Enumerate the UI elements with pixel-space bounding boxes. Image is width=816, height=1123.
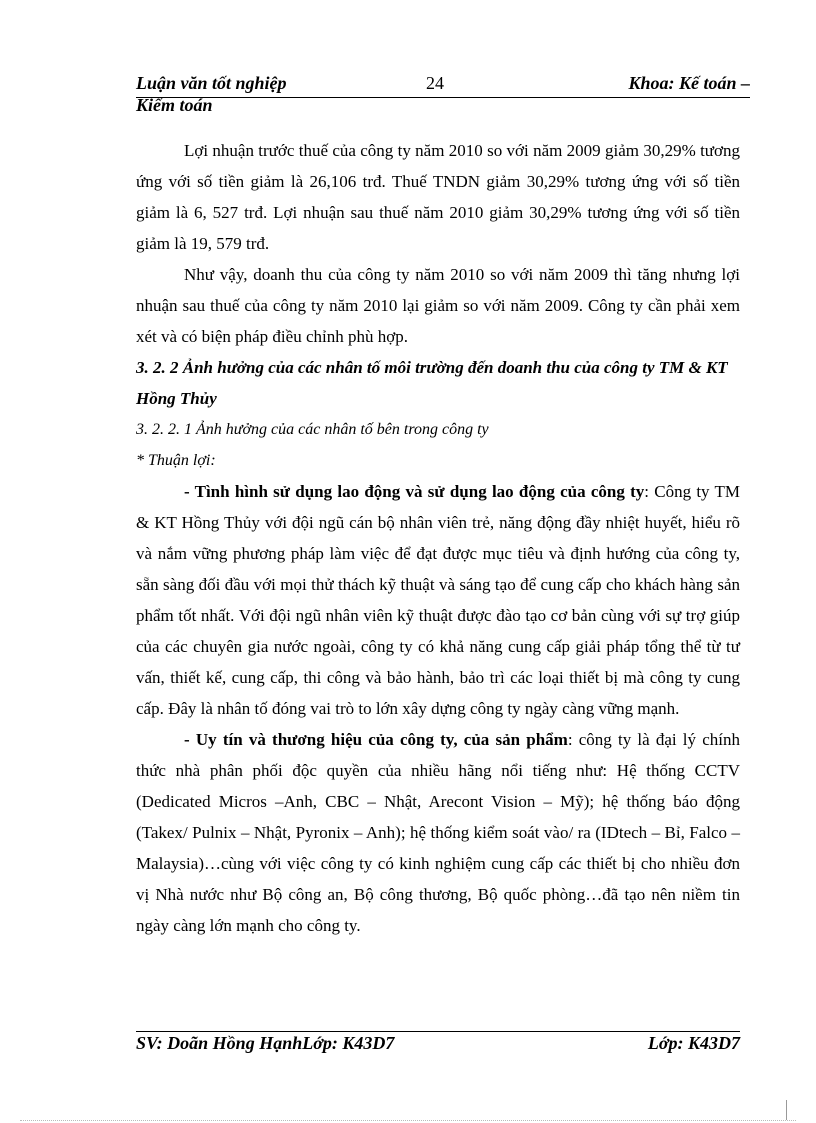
paragraph-profit-before-tax: Lợi nhuận trước thuế của công ty năm 2010 so với năm 2009 giảm 30,29% tương ứng với số tiền giảm là 26,106 trđ. Thuế TNDN giảm 30,29% tương ứng với số tiền giảm là 6, 527 trđ. Lợi nhuận sau thuế năm 2010 giảm 30,29% tương ứng với số tiền giảm là 19, 579 trđ. [136,141,740,253]
paragraph-revenue-summary: Như vậy, doanh thu của công ty năm 2010 so với năm 2009 thì tăng nhưng lợi nhuận sau thuế của công ty năm 2010 lại giảm so với năm 2009. Công ty cần phải xem xét và có biện pháp điều chỉnh phù hợp. [136,265,740,346]
subheading-advantages: * Thuận lợi: [136,452,216,469]
paragraph-labor-usage [136,476,740,724]
footer-class: Lớp: K43D7 [647,1033,740,1053]
section-heading-3-2-2-1: 3. 2. 2. 1 Ảnh hưởng của các nhân tố bên trong công ty [136,421,489,438]
header-rule [136,97,750,98]
page-footer [136,1033,740,1057]
page-corner-mark [786,1100,787,1120]
header-thesis-title: Luận văn tốt nghiệp [136,73,287,93]
paragraph-reputation-lead: - Uy tín và thương hiệu của công ty, của sản phẩm [184,730,568,749]
paragraph-reputation-text: : công ty là đại lý chính thức nhà phân phối độc quyền của nhiều hãng nổi tiếng như: Hệ thống CCTV (Dedicated Micros –Anh, CBC – Nhật, Arecont Vision – Mỹ); hệ thống báo động (Takex/ Pulnix – Nhật, Pyronix – Anh); hệ thống kiểm soát vào/ ra (IDtech – Bỉ, Falco – Malaysia)…cùng với việc công ty có kinh nghiệm cung cấp các thiết bị cho nhiều đơn vị Nhà nước như Bộ công an, Bộ công thương, Bộ quốc phòng…đã tạo nên niềm tin ngày càng lớn mạnh cho công ty. [136,730,740,935]
paragraph-labor-usage-lead: - Tình hình sử dụng lao động và sử dụng lao động của công ty [184,482,645,501]
header-faculty: Khoa: Kế toán – [628,73,750,93]
section-heading-3-2-2: 3. 2. 2 Ảnh hưởng của các nhân tố môi trường đến doanh thu của công ty TM & KT Hồng Thủy [136,358,728,408]
header-faculty-continued: Kiểm toán [136,95,213,115]
page-number: 24 [426,73,444,93]
paragraph-reputation-brand [136,724,740,941]
page-body [136,135,740,941]
page-header [136,73,750,97]
page-bottom-dotted-border [20,1120,796,1121]
paragraph-labor-usage-text: : Công ty TM & KT Hồng Thủy với đội ngũ cán bộ nhân viên trẻ, năng động đầy nhiệt huyết, hiểu rõ và nắm vững phương pháp làm việc để đạt được mục tiêu và định hướng của công ty, sẵn sàng đối đầu với mọi thử thách kỹ thuật và sáng tạo để cung cấp cho khách hàng sản phẩm tốt nhất. Với đội ngũ nhân viên kỹ thuật được đào tạo cơ bản cùng với sự trợ giúp của các chuyên gia nước ngoài, công ty có khả năng cung cấp giải pháp tổng thể từ tư vấn, thiết kế, cung cấp, thi công và bảo hành, bảo trì các loại thiết bị mà công ty cung cấp. Đây là nhân tố đóng vai trò to lớn xây dựng công ty ngày càng vững mạnh. [136,482,741,718]
footer-rule [136,1031,740,1032]
footer-student: SV: Doãn Hồng HạnhLớp: K43D7 [136,1033,395,1053]
